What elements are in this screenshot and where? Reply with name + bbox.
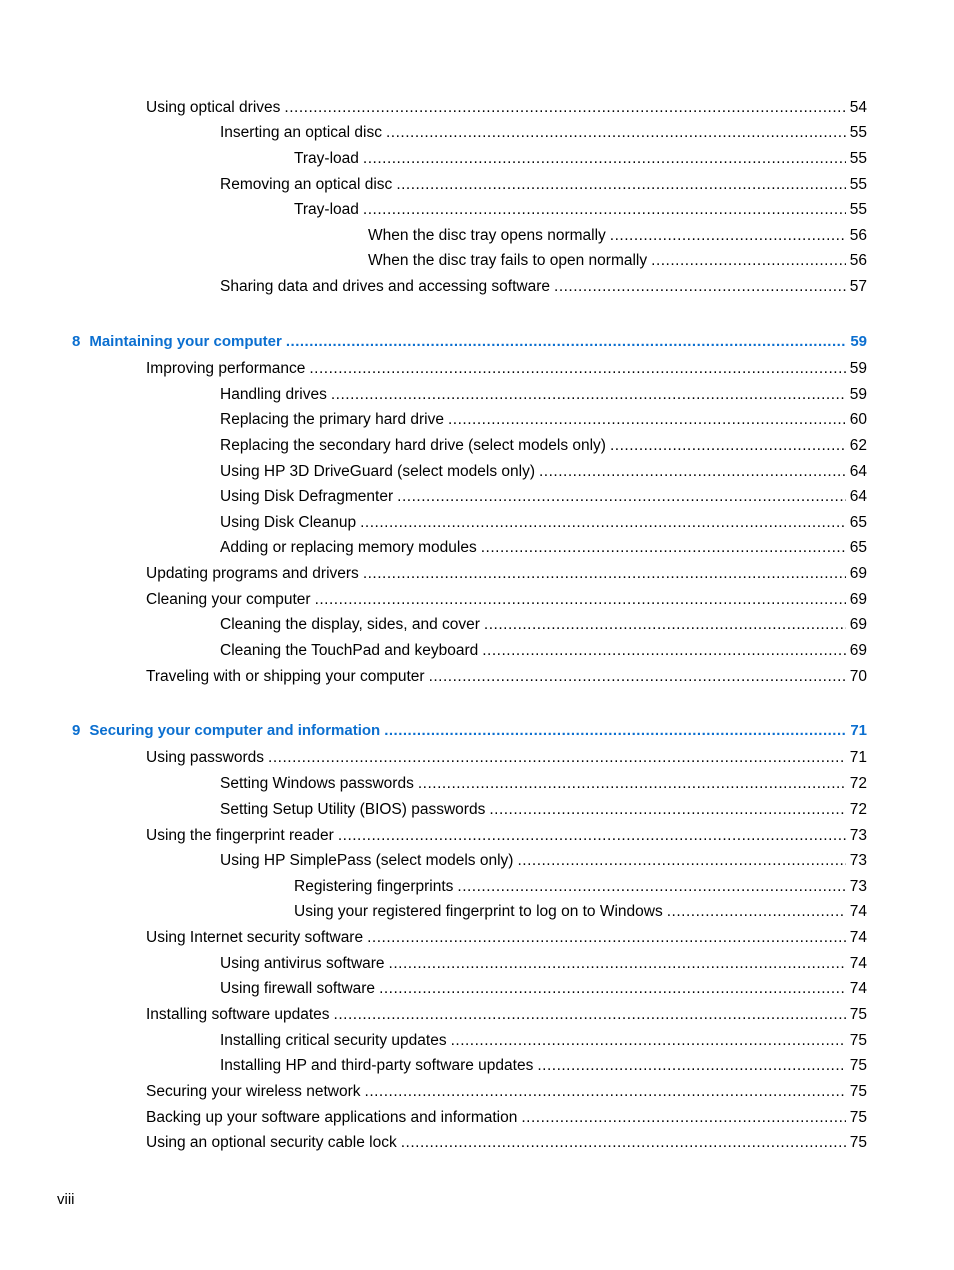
- toc-entry[interactable]: [220, 173, 867, 195]
- page-number-footer: viii: [57, 1191, 75, 1208]
- toc-entry-title: Using firewall software: [220, 980, 376, 997]
- toc-entry-title: Using Disk Defragmenter: [220, 488, 394, 505]
- toc-entry[interactable]: [294, 875, 867, 897]
- chapter-number: 8: [72, 333, 81, 350]
- toc-entry[interactable]: [146, 588, 867, 610]
- dot-leader: [309, 359, 845, 379]
- toc-entry[interactable]: [368, 224, 867, 246]
- toc-entry[interactable]: [220, 121, 867, 143]
- toc-entry[interactable]: [220, 772, 867, 794]
- toc-page-number: 75: [849, 1032, 867, 1049]
- toc-entry[interactable]: [294, 198, 867, 220]
- toc-entry-title: Cleaning the display, sides, and cover: [220, 616, 480, 633]
- dot-leader: [521, 1108, 845, 1128]
- toc-page-number: 72: [849, 775, 867, 792]
- dot-leader: [338, 826, 846, 846]
- toc-page-number: 65: [849, 514, 867, 531]
- toc-entry-title: Adding or replacing memory modules: [220, 539, 477, 556]
- dot-leader: [379, 979, 846, 999]
- toc-entry[interactable]: [220, 275, 867, 297]
- toc-entry[interactable]: [220, 1054, 867, 1076]
- toc-page-number: 75: [849, 1057, 867, 1074]
- toc-chapter-entry[interactable]: [72, 330, 867, 352]
- dot-leader: [610, 226, 846, 246]
- toc-entry-title: Using Disk Cleanup: [220, 514, 357, 531]
- toc-entry[interactable]: [220, 613, 867, 635]
- toc-entry-title: Using an optional security cable lock: [146, 1134, 397, 1151]
- toc-page-number: 74: [849, 980, 867, 997]
- toc-entry[interactable]: [220, 849, 867, 871]
- dot-leader: [334, 1005, 846, 1025]
- toc-entry[interactable]: [146, 562, 867, 584]
- toc-page-number: 59: [849, 386, 867, 403]
- toc-entry-title: Sharing data and drives and accessing software: [220, 278, 551, 295]
- toc-entry-title: Using antivirus software: [220, 955, 385, 972]
- toc-entry[interactable]: [220, 511, 867, 533]
- chapter-number: 9: [72, 722, 81, 739]
- toc-page-number: 55: [849, 124, 867, 141]
- toc-entry[interactable]: [146, 824, 867, 846]
- toc-entry[interactable]: [146, 1080, 867, 1102]
- dot-leader: [484, 615, 846, 635]
- toc-entry[interactable]: [146, 1003, 867, 1025]
- toc-entry[interactable]: [146, 1131, 867, 1153]
- toc-page-number: 74: [849, 929, 867, 946]
- dot-leader: [268, 748, 846, 768]
- dot-leader: [386, 123, 846, 143]
- toc-entry-title: Using Internet security software: [146, 929, 364, 946]
- dot-leader: [401, 1133, 846, 1153]
- dot-leader: [667, 902, 846, 922]
- toc-page-number: 59: [850, 333, 867, 350]
- toc-page-number: 75: [849, 1109, 867, 1126]
- toc-entry[interactable]: [368, 249, 867, 271]
- toc-page-number: 73: [849, 878, 867, 895]
- toc-page-number: 75: [849, 1083, 867, 1100]
- toc-page-number: 64: [849, 463, 867, 480]
- dot-leader: [315, 590, 846, 610]
- dot-leader: [396, 175, 845, 195]
- dot-leader: [457, 877, 845, 897]
- dot-leader: [363, 564, 846, 584]
- dot-leader: [554, 277, 846, 297]
- dot-leader: [537, 1056, 845, 1076]
- toc-entry-title: Using passwords: [146, 749, 265, 766]
- toc-entry-title: Setting Windows passwords: [220, 775, 414, 792]
- toc-entry-title: Registering fingerprints: [294, 878, 454, 895]
- dot-leader: [448, 410, 846, 430]
- toc-page-number: 69: [849, 616, 867, 633]
- dot-leader: [418, 774, 846, 794]
- toc-entry-title: Installing software updates: [146, 1006, 330, 1023]
- toc-entry-title: Using HP SimplePass (select models only): [220, 852, 514, 869]
- toc-entry[interactable]: [294, 900, 867, 922]
- toc-page-number: 64: [849, 488, 867, 505]
- dot-leader: [286, 332, 846, 352]
- toc-entry[interactable]: [146, 1106, 867, 1128]
- toc-entry-title: When the disc tray fails to open normally: [368, 252, 648, 269]
- toc-page-number: 71: [850, 722, 867, 739]
- toc-entry[interactable]: [220, 1029, 867, 1051]
- dot-leader: [481, 538, 846, 558]
- toc-page-number: 75: [849, 1134, 867, 1151]
- toc-entry[interactable]: [146, 926, 867, 948]
- toc-entry-title: Cleaning your computer: [146, 591, 311, 608]
- dot-leader: [482, 641, 846, 661]
- toc-entry[interactable]: [220, 536, 867, 558]
- toc-entry[interactable]: [220, 408, 867, 430]
- toc-entry[interactable]: [146, 96, 867, 118]
- toc-entry[interactable]: [146, 665, 867, 687]
- toc-page-number: 60: [849, 411, 867, 428]
- chapter-title: Securing your computer and information: [89, 722, 381, 739]
- dot-leader: [539, 462, 846, 482]
- toc-page-number: 74: [849, 903, 867, 920]
- toc-entry-title: [72, 721, 380, 741]
- toc-entry-title: [72, 332, 282, 352]
- toc-entry-title: Handling drives: [220, 386, 327, 403]
- toc-entry-title: Using the fingerprint reader: [146, 827, 334, 844]
- toc-entry-title: Installing HP and third-party software updates: [220, 1057, 534, 1074]
- dot-leader: [363, 149, 846, 169]
- toc-entry-title: Removing an optical disc: [220, 176, 393, 193]
- toc-entry-title: Replacing the primary hard drive: [220, 411, 444, 428]
- toc-page-number: 56: [849, 227, 867, 244]
- toc-entry[interactable]: [294, 147, 867, 169]
- toc-page-number: 57: [849, 278, 867, 295]
- toc-entry-title: Traveling with or shipping your computer: [146, 668, 425, 685]
- toc-entry-title: Improving performance: [146, 360, 306, 377]
- toc-page-number: 73: [849, 852, 867, 869]
- toc-page-number: 69: [849, 565, 867, 582]
- toc-page-number: 75: [849, 1006, 867, 1023]
- toc-entry-title: Tray-load: [294, 150, 359, 167]
- toc-entry-title: Cleaning the TouchPad and keyboard: [220, 642, 479, 659]
- toc-page-number: 55: [849, 176, 867, 193]
- dot-leader: [651, 251, 846, 271]
- toc-page-number: 54: [849, 99, 867, 116]
- toc-page-number: 62: [849, 437, 867, 454]
- toc-entry[interactable]: [146, 357, 867, 379]
- toc-page-number: 72: [849, 801, 867, 818]
- dot-leader: [284, 98, 845, 118]
- toc-page-number: 55: [849, 150, 867, 167]
- dot-leader: [389, 954, 846, 974]
- toc-entry[interactable]: [220, 639, 867, 661]
- toc-entry[interactable]: [220, 460, 867, 482]
- toc-entry-title: Updating programs and drivers: [146, 565, 359, 582]
- toc-entry[interactable]: [220, 485, 867, 507]
- toc-entry-title: When the disc tray opens normally: [368, 227, 606, 244]
- dot-leader: [363, 200, 846, 220]
- toc-page-number: 65: [849, 539, 867, 556]
- dot-leader: [397, 487, 846, 507]
- toc-entry-title: Using your registered fingerprint to log on to Windows: [294, 903, 663, 920]
- dot-leader: [360, 513, 846, 533]
- dot-leader: [429, 667, 846, 687]
- toc-entry[interactable]: [220, 798, 867, 820]
- toc-entry[interactable]: [220, 977, 867, 999]
- chapter-title: Maintaining your computer: [89, 333, 282, 350]
- toc-entry[interactable]: [220, 434, 867, 456]
- dot-leader: [331, 385, 846, 405]
- toc-page-number: 70: [849, 668, 867, 685]
- toc-entry-title: Using HP 3D DriveGuard (select models only): [220, 463, 535, 480]
- toc-entry[interactable]: [220, 383, 867, 405]
- dot-leader: [384, 721, 846, 741]
- toc-entry[interactable]: [220, 952, 867, 974]
- toc-page-number: 59: [849, 360, 867, 377]
- dot-leader: [451, 1031, 846, 1051]
- toc-page-number: 74: [849, 955, 867, 972]
- toc-page-number: 69: [849, 591, 867, 608]
- dot-leader: [365, 1082, 846, 1102]
- toc-entry-title: Securing your wireless network: [146, 1083, 361, 1100]
- toc-page-number: 55: [849, 201, 867, 218]
- toc-chapter-entry[interactable]: [72, 719, 867, 741]
- toc-page-number: 69: [849, 642, 867, 659]
- toc-entry-title: Setting Setup Utility (BIOS) passwords: [220, 801, 486, 818]
- toc-entry-title: Backing up your software applications and information: [146, 1109, 518, 1126]
- toc-entry-title: Installing critical security updates: [220, 1032, 447, 1049]
- toc-entry-title: Replacing the secondary hard drive (select models only): [220, 437, 606, 454]
- dot-leader: [517, 851, 845, 871]
- toc-entry-title: Inserting an optical disc: [220, 124, 382, 141]
- toc-page-number: 71: [849, 749, 867, 766]
- toc-entry-title: Using optical drives: [146, 99, 281, 116]
- dot-leader: [367, 928, 846, 948]
- dot-leader: [489, 800, 845, 820]
- toc-page-number: 56: [849, 252, 867, 269]
- toc-entry-title: Tray-load: [294, 201, 359, 218]
- toc-entry[interactable]: [146, 746, 867, 768]
- dot-leader: [610, 436, 846, 456]
- toc-page-number: 73: [849, 827, 867, 844]
